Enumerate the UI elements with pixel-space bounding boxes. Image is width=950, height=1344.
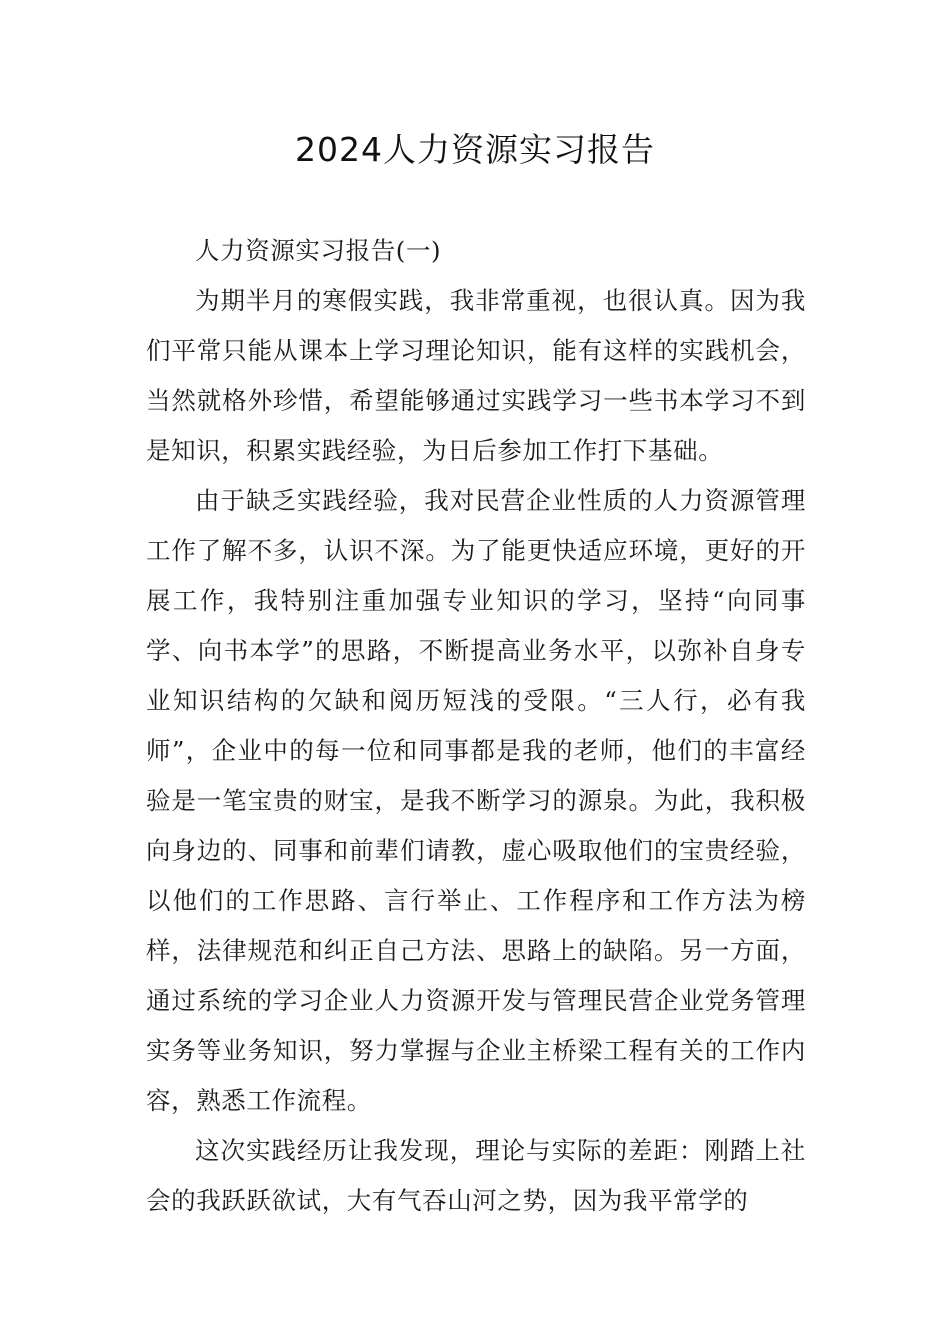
document-title: 2024人力资源实习报告 — [295, 130, 655, 169]
document-body — [146, 226, 806, 1226]
paragraph-3: 这次实践经历让我发现，理论与实际的差距：刚踏上社会的我跃跃欲试，大有气吞山河之势，因为我平常学的 — [146, 1136, 806, 1215]
paragraph-2: 由于缺乏实践经验，我对民营企业性质的人力资源管理工作了解不多，认识不深。为了能更快适应环境，更好的开展工作，我特别注重加强专业知识的学习，坚持“向同事学、向书本学”的思路，不断提高业务水平，以弥补自身专业知识结构的欠缺和阅历短浅的受限。“三人行，必有我师”，企业中的每一位和同事都是我的老师，他们的丰富经验是一笔宝贵的财宝，是我不断学习的源泉。为此，我积极向身边的、同事和前辈们请教，虚心吸取他们的宝贵经验，以他们的工作思路、言行举止、工作程序和工作方法为榜样，法律规范和纠正自己方法、思路上的缺陷。另一方面，通过系统的学习企业人力资源开发与管理民营企业党务管理实务等业务知识，努力掌握与企业主桥梁工程有关的工作内容，熟悉工作流程。 — [146, 486, 806, 1115]
paragraph-1: 为期半月的寒假实践，我非常重视，也很认真。因为我们平常只能从课本上学习理论知识，能有这样的实践机会，当然就格外珍惜，希望能够通过实践学习一些书本学习不到是知识，积累实践经验，为日后参加工作打下基础。 — [146, 286, 806, 465]
section-heading: 人力资源实习报告(一) — [195, 236, 442, 265]
